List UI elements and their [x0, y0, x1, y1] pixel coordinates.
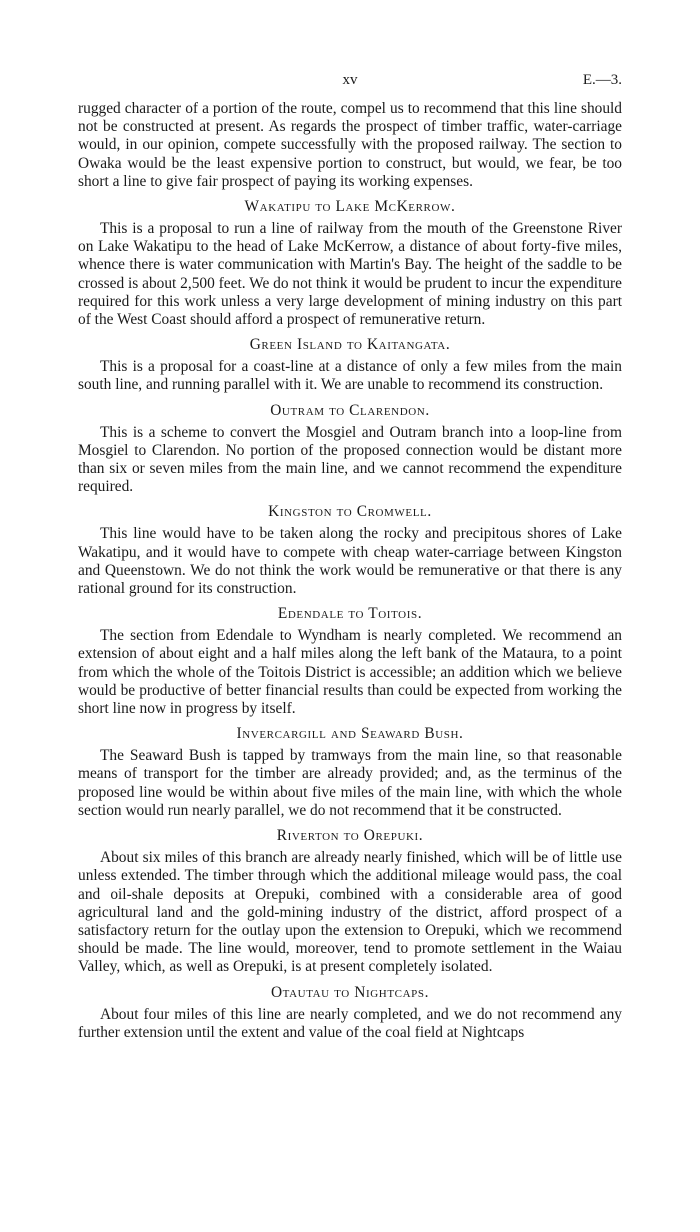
section-heading-otautau: Otautau to Nightcaps.	[270, 983, 430, 1001]
section-heading-wakatipu: Wakatipu to Lake McKerrow.	[244, 198, 456, 216]
section-heading-invercargill: Invercargill and Seaward Bush.	[236, 725, 464, 743]
document-code: E.—3.	[582, 72, 622, 88]
section-heading-outram: Outram to Clarendon.	[270, 401, 430, 419]
section-body-otautau: About four miles of this line are nearly completed, and we do not recommend any further extension until the extent and value of the coal field at Nightcaps	[78, 1005, 622, 1041]
section-heading-kingston: Kingston to Cromwell.	[268, 503, 432, 521]
section-body-edendale: The section from Edendale to Wyndham is nearly completed. We recommend an extension of about eight and a half miles along the left bank of the Mataura, to a point from which the whole of the Toitois District is accessible; an addition which we believe would be productive of better financial results than could be expected from working the short line now in progress by itself.	[78, 627, 622, 718]
running-head	[78, 72, 622, 100]
section-body-riverton: About six miles of this branch are already nearly finished, which will be of little use unless extended. The timber through which the additional mileage would pass, the coal and oil-shale deposits at Orepuki, combined with a considerable area of good agricultural land and the gold-mining industry of the district, afford prospect of a satisfactory return for the outlay upon the extension to Orepuki, which we recommend should be made. The line would, moreover, tend to promote settlement in the Waiau Valley, which, as well as Orepuki, is at present completely isolated.	[78, 849, 622, 976]
section-body-outram: This is a scheme to convert the Mosgiel and Outram branch into a loop-line from Mosgiel to Clarendon. No portion of the proposed connection would be distant more than six or seven miles from the main line, and we cannot recommend the expenditure required.	[78, 423, 622, 496]
section-heading-green-island: Green Island to Kaitangata.	[249, 336, 451, 354]
section-body-kingston: This line would have to be taken along the rocky and precipitous shores of Lake Wakatipu, and it would have to compete with cheap water-carriage between Kingston and Queenstown. We do not think the work would be remunerative or that there is any rational ground for its construction.	[78, 525, 622, 598]
section-body-invercargill: The Seaward Bush is tapped by tramways from the main line, so that reasonable means of transport for the timber are already provided; and, as the terminus of the proposed line would be within about five miles of the main line, with which the whole section would run nearly parallel, we do not recommend that it be constructed.	[78, 747, 622, 819]
section-body-green-island: This is a proposal for a coast-line at a distance of only a few miles from the main south line, and running parallel with it. We are unable to recommend its construction.	[78, 358, 622, 394]
intro-paragraph: rugged character of a portion of the route, compel us to recommend that this line should not be constructed at present. As regards the prospect of timber traffic, water-carriage would, in our opinion, compete successfully with the proposed railway. The section to Owaka would be the least expensive portion to construct, but would, we fear, be too short a line to give fair prospect of paying its working expenses.	[78, 100, 622, 190]
section-heading-riverton: Riverton to Orepuki.	[276, 827, 424, 845]
section-heading-edendale: Edendale to Toitois.	[277, 605, 423, 623]
document-page	[0, 72, 700, 1232]
page-number: xv	[342, 72, 358, 88]
section-body-wakatipu: This is a proposal to run a line of railway from the mouth of the Greenstone River on Lake Wakatipu to the head of Lake McKerrow, a distance of about forty-five miles, whence there is water communication with Martin's Bay. The height of the saddle to be crossed is about 2,500 feet. We do not think it would be prudent to incur the expenditure required for this work unless a very large development of mining industry on this part of the West Coast should afford a prospect of remunerative return.	[78, 220, 622, 329]
